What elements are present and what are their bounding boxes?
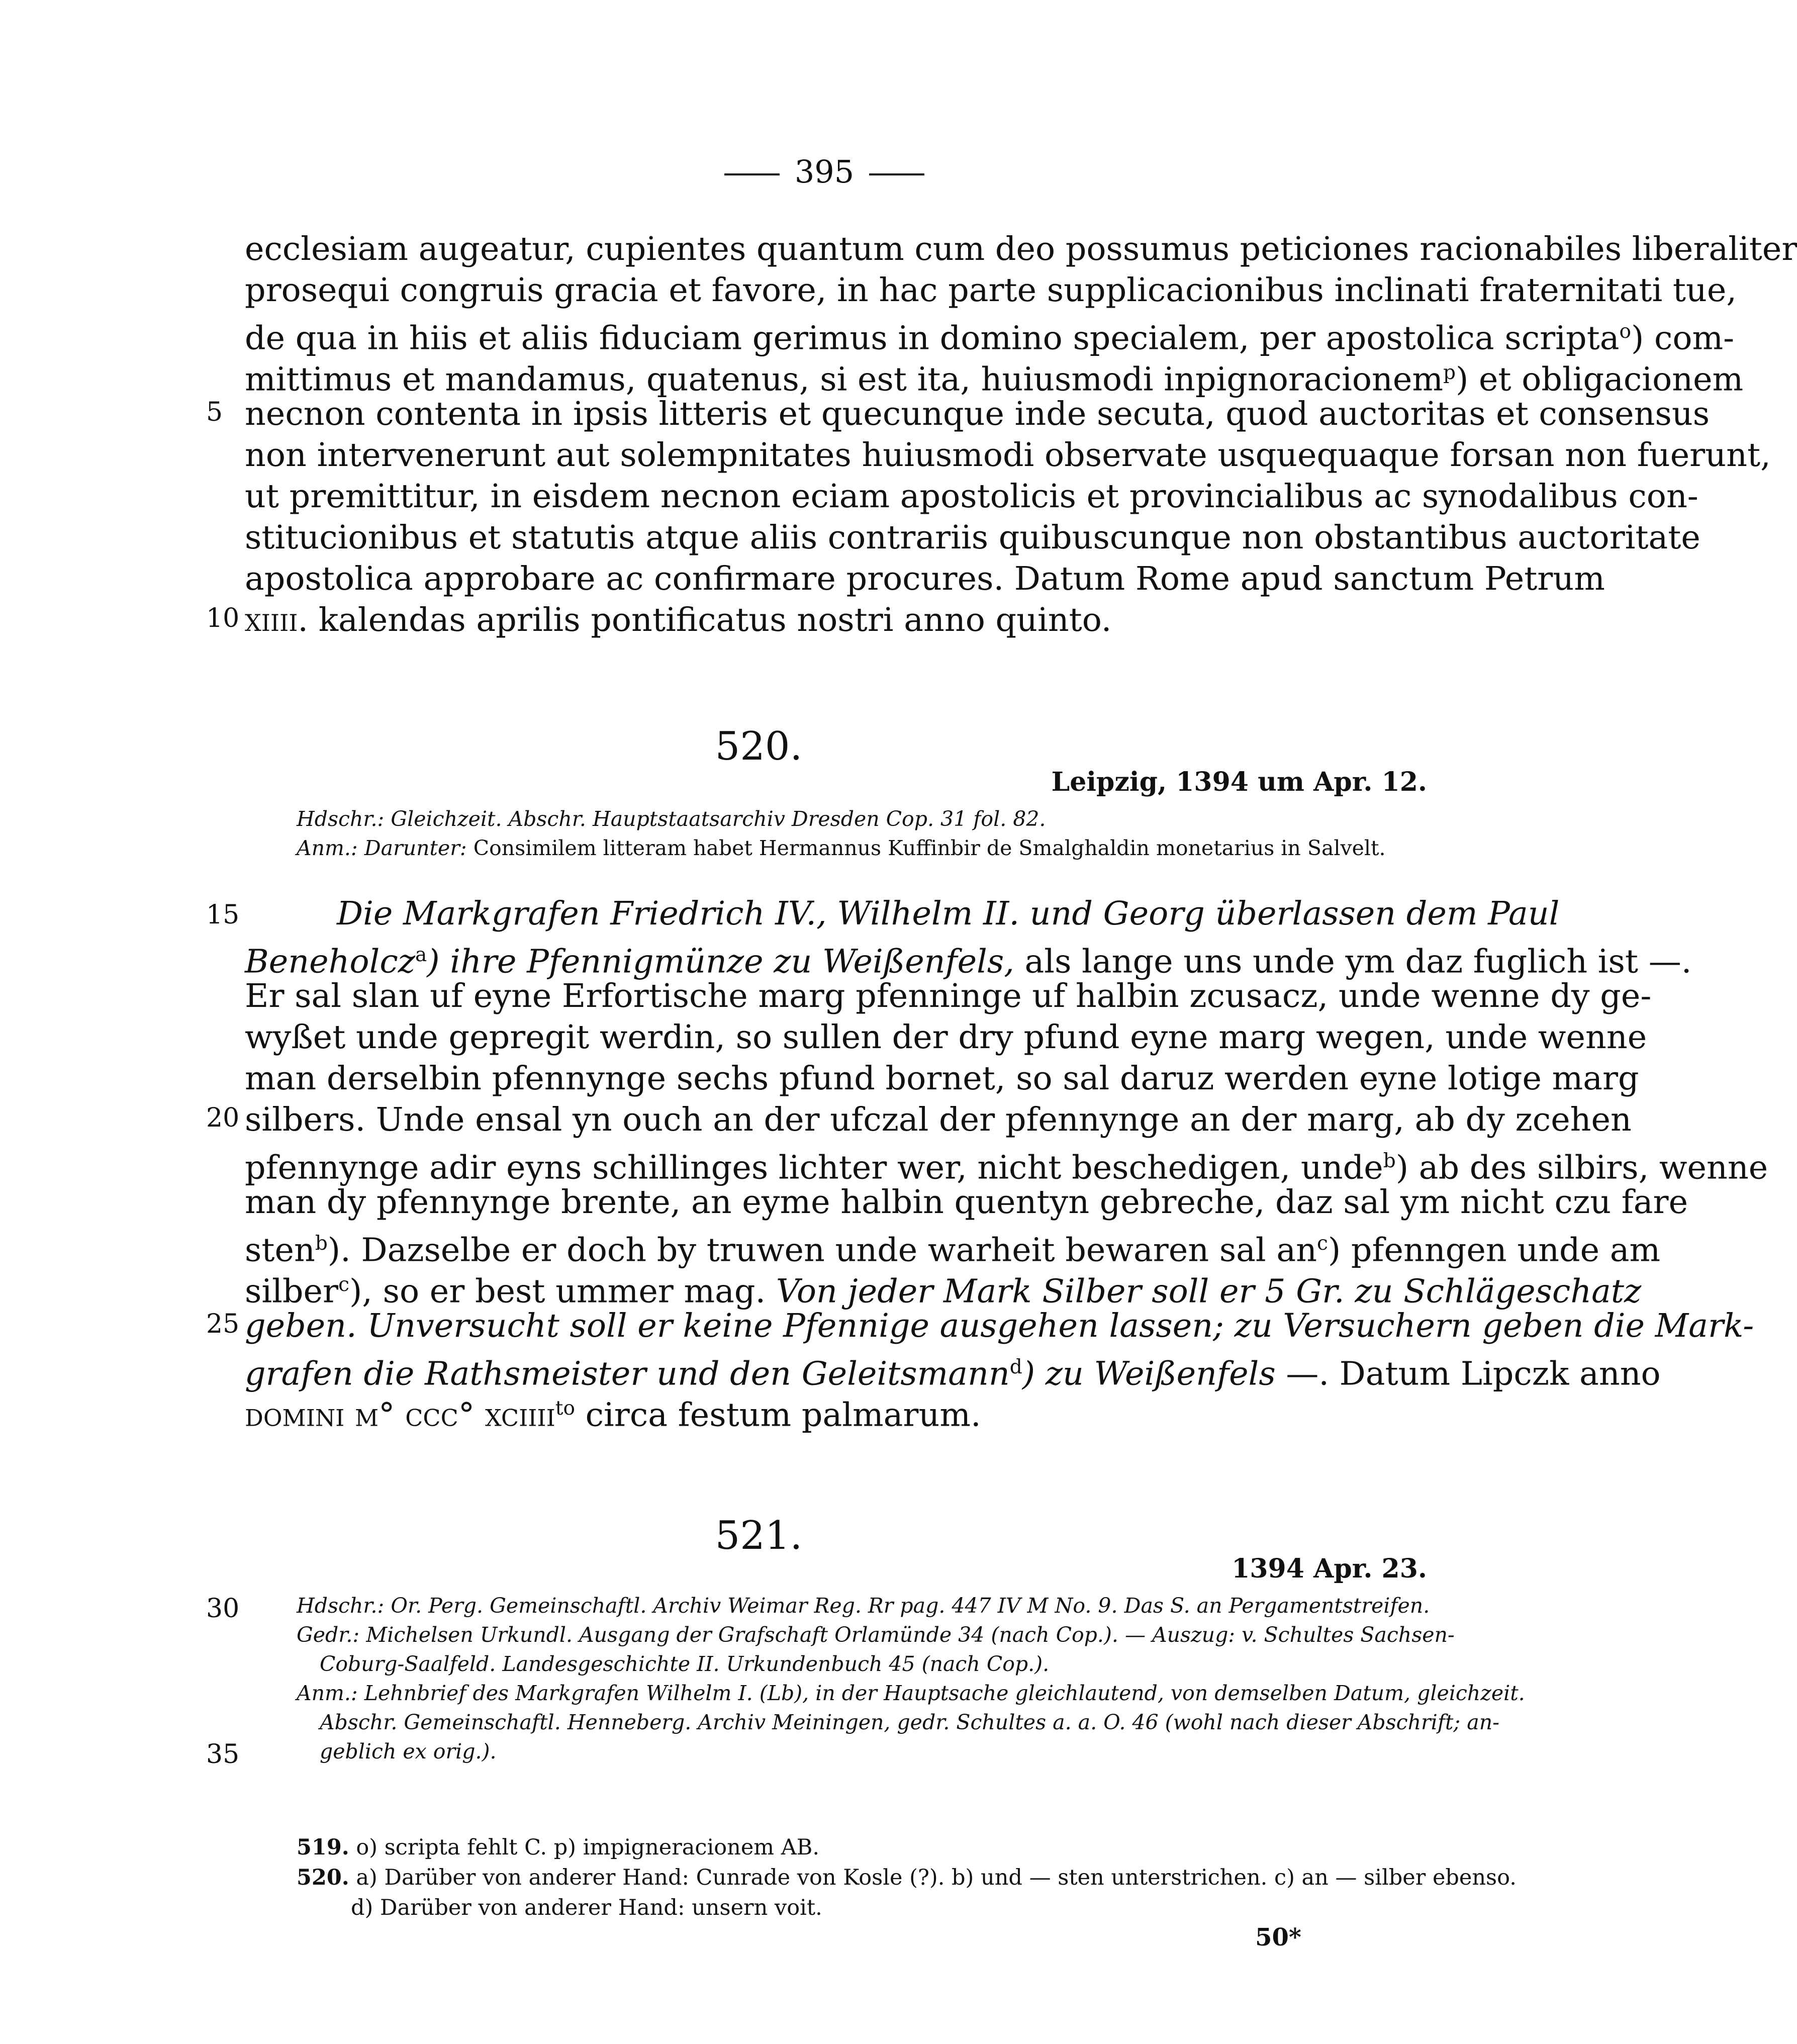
note-text: Darunter: — [364, 836, 467, 860]
page-number: 395 — [794, 153, 855, 190]
line-number: 10 — [206, 603, 240, 633]
regest-line: Gedr.: Michelsen Urkundl. Ausgang der Grafschaft Orlamünde 34 (nach Cop.). — Auszug: v. Schultes Sachsen- — [297, 1623, 1455, 1647]
body-line: necnon contenta in ipsis litteris et quecunque inde secuta, quod auctoritas et consensus — [245, 395, 1710, 433]
regest-line: Coburg-Saalfeld. Landesgeschichte II. Urkundenbuch 45 (nach Cop.). — [320, 1652, 1050, 1676]
note-label: Hdschr.: — [297, 807, 385, 831]
body-line — [245, 1388, 1431, 1436]
footnote — [297, 1863, 1517, 1893]
annotation-note — [297, 833, 1386, 863]
footnote-mark: b — [315, 1232, 328, 1255]
body-line: man derselbin pfennynge sechs pfund bornet, so sal daruz werden eyne lotige marg — [245, 1060, 1639, 1097]
footnote-mark: to — [555, 1397, 575, 1420]
body-line: silbers. Unde ensal yn ouch an der ufczal der pfennynge an der marg, ab dy zcehen — [245, 1101, 1632, 1139]
body-line: Die Markgrafen Friedrich IV., Wilhelm II. und Georg überlassen dem Paul — [337, 895, 1560, 933]
body-text: sten — [245, 1231, 315, 1269]
body-text: ). Dazselbe er doch by truwen unde warheit bewaren sal an — [327, 1231, 1317, 1269]
body-line: non intervenerunt aut solempnitates huiusmodi observate usquequaque forsan non fuerunt, — [245, 436, 1771, 474]
body-line: prosequi congruis gracia et favore, in hac parte supplicacionibus inclinati fraternitati tue, — [245, 271, 1737, 309]
body-text: de qua in hiis et aliis fiduciam gerimus in domino specialem, per apostolica scripta — [245, 319, 1620, 357]
footnote-mark: c — [1317, 1232, 1328, 1255]
body-text: ) et obligacionem — [1455, 360, 1744, 399]
footnote-mark: a — [415, 944, 427, 966]
line-number: 35 — [206, 1739, 240, 1770]
footnote-mark: o — [1619, 320, 1631, 343]
body-text: domini m° ccc° xciiii — [245, 1396, 555, 1434]
note-text: Consimilem litteram habet Hermannus Kuffinbir de Smalghaldin monetarius in Salvelt. — [473, 836, 1386, 860]
document-date: 1394 Apr. 23. — [1232, 1553, 1427, 1584]
footnote-text: a) Darüber von anderer Hand: Cunrade von Kosle (?). b) und — sten unterstrichen. c) an — silber ebenso. — [356, 1865, 1517, 1890]
footnote-mark: d — [1009, 1356, 1022, 1378]
body-text: silber — [245, 1272, 339, 1311]
footnote: d) Darüber von anderer Hand: unsern voit. — [351, 1895, 822, 1920]
document-date: Leipzig, 1394 um Apr. 12. — [1051, 767, 1427, 797]
line-number: 15 — [206, 900, 240, 930]
body-line: man dy pfennynge brente, an eyme halbin quentyn gebreche, daz sal ym nicht czu fare — [245, 1183, 1688, 1221]
body-text: kalendas aprilis pontificatus nostri anno quinto. — [318, 601, 1112, 639]
body-text: als lange uns unde ym daz fuglich ist —. — [1014, 943, 1692, 981]
body-text: ), so er best ummer mag. — [349, 1272, 766, 1311]
regest-line: Abschr. Gemeinschaftl. Henneberg. Archiv Meiningen, gedr. Schultes a. a. O. 46 (wohl nach dieser Abschrift; an- — [320, 1710, 1499, 1734]
body-line — [245, 600, 1431, 641]
note-text: Gleichzeit. Abschr. Hauptstaatsarchiv Dresden Cop. 31 fol. 82. — [391, 807, 1046, 831]
regest-line: Anm.: Lehnbrief des Markgrafen Wilhelm I. (Lb), in der Hauptsache gleichlautend, von demselben Datum, gleichzeit. — [297, 1681, 1525, 1705]
footnote-mark: b — [1383, 1150, 1396, 1172]
page-header — [694, 153, 955, 190]
note-label: Anm.: — [297, 836, 358, 860]
header-rule-right — [869, 173, 924, 175]
manuscript-note — [297, 804, 1046, 833]
body-line: Er sal slan uf eyne Erfortische marg pfenninge uf halbin zcusacz, unde wenne dy ge- — [245, 977, 1652, 1015]
regest-line: geblich ex orig.). — [320, 1739, 497, 1763]
body-text: grafen die Rathsmeister und den Geleitsmann — [245, 1355, 1010, 1393]
footnote-text: o) scripta fehlt C. p) impigneracionem AB. — [356, 1835, 820, 1860]
body-text: Von jeder Mark Silber soll er 5 Gr. zu Schlägeschatz — [766, 1272, 1642, 1311]
header-rule-left — [724, 173, 780, 175]
body-text: —. Datum Lipczk anno — [1275, 1355, 1661, 1393]
body-text: xiiii. — [245, 601, 309, 639]
body-line: ut premittitur, in eisdem necnon eciam apostolicis et provincialibus ac synodalibus con- — [245, 478, 1698, 515]
body-text: circa festum palmarum. — [575, 1396, 981, 1434]
body-line: stitucionibus et statutis atque aliis contrariis quibuscunque non obstantibus auctoritate — [245, 519, 1700, 556]
line-number: 25 — [206, 1309, 240, 1339]
body-line: apostolica approbare ac confirmare procures. Datum Rome apud sanctum Petrum — [245, 560, 1605, 598]
body-line: ecclesiam augeatur, cupientes quantum cum deo possumus peticiones racionabiles liberaliter — [245, 230, 1797, 268]
body-text: ) ihre Pfennigmünze zu Weißenfels, — [427, 943, 1014, 981]
body-text: pfennynge adir eyns schillinges lichter wer, nicht beschedigen, unde — [245, 1149, 1383, 1187]
body-line: wyßet unde gepregit werdin, so sullen der dry pfund eyne marg wegen, unde wenne — [245, 1018, 1647, 1056]
footnote-number: 519. — [297, 1835, 349, 1860]
line-number: 30 — [206, 1594, 240, 1624]
signature-mark: 50* — [1255, 1923, 1301, 1952]
line-number: 5 — [206, 397, 223, 427]
body-text: ) com- — [1631, 319, 1735, 357]
document-number: 521. — [715, 1513, 803, 1558]
footnote-mark: p — [1443, 361, 1456, 384]
body-line: geben. Unversucht soll er keine Pfennige ausgehen lassen; zu Versuchern geben die Mark- — [245, 1307, 1754, 1345]
footnote-number: 520. — [297, 1865, 349, 1890]
body-text: ) pfenngen unde am — [1328, 1231, 1661, 1269]
regest-line: Hdschr.: Or. Perg. Gemeinschaftl. Archiv Weimar Reg. Rr pag. 447 IV M No. 9. Das S. an Pergamentstreifen. — [297, 1594, 1430, 1618]
line-number: 20 — [206, 1103, 240, 1133]
footnote-mark: c — [338, 1273, 349, 1296]
body-text: mittimus et mandamus, quatenus, si est ita, huiusmodi inpignoracionem — [245, 360, 1443, 399]
body-text: ) zu Weißenfels — [1022, 1355, 1276, 1393]
footnote — [297, 1832, 819, 1863]
document-number: 520. — [715, 724, 803, 769]
body-text: ) ab des silbirs, wenne — [1395, 1149, 1768, 1187]
body-text: Beneholcz — [245, 943, 415, 981]
